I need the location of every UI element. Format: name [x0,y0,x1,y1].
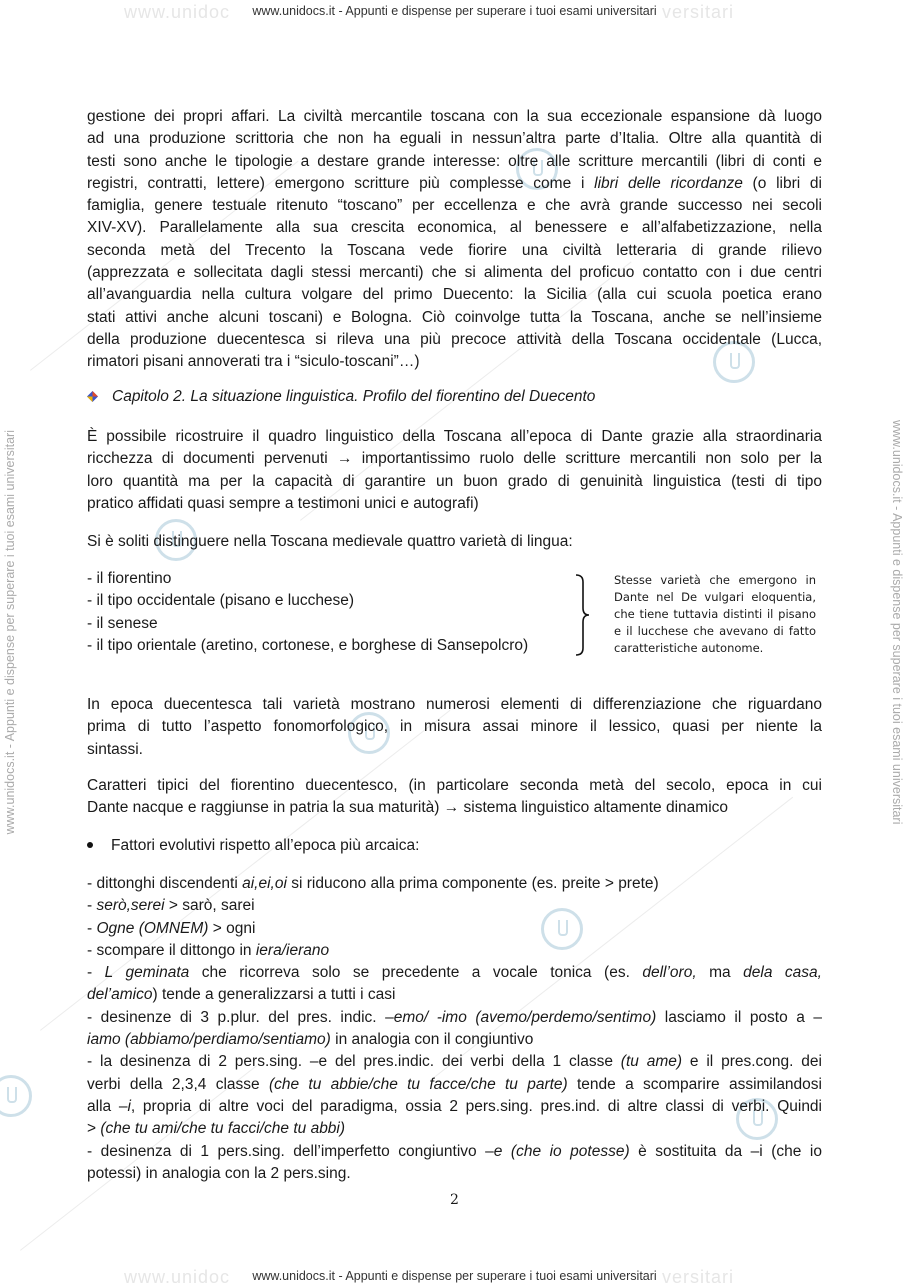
text-line: È possibile ricostruire il quadro linguistico della Toscana all’epoca di Dante grazie alla straordinaria [87,428,822,445]
paragraph-intro [87,106,822,374]
list-item: - il fiorentino [87,570,172,587]
diamond-bullet-icon [87,391,98,402]
header-text: www.unidocs.it - Appunti e dispense per superare i tuoi esami universitari [252,4,657,18]
list-item: - il tipo occidentale (pisano e lucchese) [87,592,355,610]
left-side-watermark: www.unidocs.it - Appunti e dispense per superare i tuoi esami universitari [3,430,17,835]
list-item: - il senese [87,614,158,632]
footer-ghost-left: www.unidoc [124,1267,231,1287]
text-line: testi sono anche le tipologie a destare grande interesse: oltre alle scritture mercantili (libri di conti e [87,152,822,170]
list-item: - scompare il dittongo in iera/ierano [87,941,330,959]
paragraph-varieties-intro [87,531,822,553]
text-line: stati attivi anche alcuni toscani) e Bologna. Ciò coinvolge tutta la Toscana, anche se nell’insieme [87,308,822,326]
text-line: ricchezza di documenti pervenuti → importantissimo ruolo delle scritture mercantili non solo per la [87,450,822,468]
list-item: - desinenza di 1 pers.sing. dell’imperfetto congiuntivo –e (che io potesse) è sostituita da –i (che io [87,1142,822,1160]
text-line: all’avanguardia nella cultura volgare del primo Duecento: la Sicilia (alla cui scuola poetica erano [87,286,822,304]
varieties-list [87,568,528,657]
list-item: - il tipo orientale (aretino, cortonese, e borghese di Sansepolcro) [87,636,529,654]
footer-text: www.unidocs.it - Appunti e dispense per superare i tuoi esami universitari [252,1269,657,1283]
text-line: famiglia, genere testuale ritenuto “toscano” per eccellenza e che avrà grande successo nei secoli [87,197,822,215]
list-item: - desinenze di 3 p.plur. del pres. indic. –emo/ -imo (avemo/perdemo/sentimo) lasciamo il posto a – [87,1008,822,1026]
list-item: - Ogne (OMNEM) > ogni [87,919,256,937]
paragraph-sources [87,426,822,515]
text-line: della produzione duecentesca si rileva una più precoce attività della Toscana occidentale (Lucca, [87,330,822,348]
list-item: - L geminata che ricorreva solo se precedente a vocale tonica (es. dell’oro, ma dela casa, [87,964,822,982]
paragraph-florentine [87,775,822,820]
features-list [87,873,822,1185]
list-item: iamo (abbiamo/perdiamo/sentiamo) in analogia con il congiuntivo [87,1031,534,1049]
list-item: alla –i, propria di altre voci del paradigma, ossia 2 pers.sing. pres.ind. di altre classi di verbi. Quindi [87,1097,822,1115]
text-line: seconda metà del Trecento la Toscana vede fiorire una civiltà letteraria di grande rilievo [87,241,822,259]
list-item: - dittonghi discendenti ai,ei,oi si riducono alla prima componente (es. preite > prete) [87,875,659,892]
curly-brace-icon [574,574,590,656]
list-item: - la desinenza di 2 pers.sing. –e del pres.indic. dei verbi della 1 classe (tu ame) e il pres.cong. dei [87,1053,822,1071]
page-footer [0,1267,909,1287]
header-ghost-right: versitari [662,2,735,22]
list-item: - serò,serei > sarò, sarei [87,897,255,915]
text-line: In epoca duecentesca tali varietà mostrano numerosi elementi di differenziazione che riguardano [87,696,822,713]
text-line: gestione dei propri affari. La civiltà mercantile toscana con la sua eccezionale espansione dà luogo [87,108,822,125]
right-side-watermark: www.unidocs.it - Appunti e dispense per superare i tuoi esami universitari [890,420,904,825]
text-line: (apprezzata e sollecitata dagli stessi mercanti) che si alimenta del proficuo contatto con i due centri [87,264,822,282]
evolution-bullet [87,837,419,855]
text-line: Si è soliti distinguere nella Toscana medievale quattro varietà di lingua: [87,533,573,550]
chapter-title: Capitolo 2. La situazione linguistica. Profilo del fiorentino del Duecento [112,388,596,405]
footer-ghost-right: versitari [662,1267,735,1287]
list-item: del’amico) tende a generalizzarsi a tutti i casi [87,986,396,1004]
text-line: ad una produzione scrittoria che non ha eguali in nessun’altra parte d’Italia. Oltre alla quantità di [87,130,822,148]
text-line: Dante nacque e raggiunse in patria la sua maturità) → sistema linguistico altamente dinamico [87,799,729,817]
bullet-text: Fattori evolutivi rispetto all’epoca più arcaica: [111,837,420,854]
page-number: 2 [450,1192,459,1208]
text-line: prima di tutto l’aspetto fonomorfologico, in misura assai minore il lessico, quasi per niente la [87,718,822,736]
text-line: pratico affidati quasi sempre a testimoni unici e autografi) [87,494,479,512]
text-line: sintassi. [87,740,143,758]
text-line: XIV-XV). Parallelamente alla sua crescita economica, al benessere e all’alfabetizzazione, nella [87,219,822,237]
unidocs-logo-icon [0,1075,32,1117]
text-line: rimatori pisani annoverati tra i “siculo-toscani”…) [87,353,420,371]
chapter-heading [87,388,595,406]
text-line: registri, contratti, lettere) emergono scritture più complesse come i libri delle ricordanze (o libri di [87,174,822,192]
list-item: potessi) in analogia con la 2 pers.sing. [87,1164,351,1182]
header-ghost-left: www.unidoc [124,2,231,22]
bullet-dot-icon [87,842,93,848]
list-item: verbi della 2,3,4 classe (che tu abbie/che tu facce/che tu parte) tende a scomparire assimilandosi [87,1075,822,1093]
side-note: Stesse varietà che emergono in Dante nel De vulgari eloquentia, che tiene tuttavia distinti il pisano e il lucchese che avevano di fatto caratteristiche autonome. [614,573,816,655]
list-item: > (che tu ami/che tu facci/che tu abbi) [87,1120,346,1138]
page-header [0,2,909,22]
text-line: loro quantità ma per la capacità di garantire un buon grado di genuinità linguistica (testi di tipo [87,472,822,490]
paragraph-differentiation [87,694,822,761]
text-line: Caratteri tipici del fiorentino duecentesco, (in particolare seconda metà del secolo, epoca in cui [87,777,822,794]
